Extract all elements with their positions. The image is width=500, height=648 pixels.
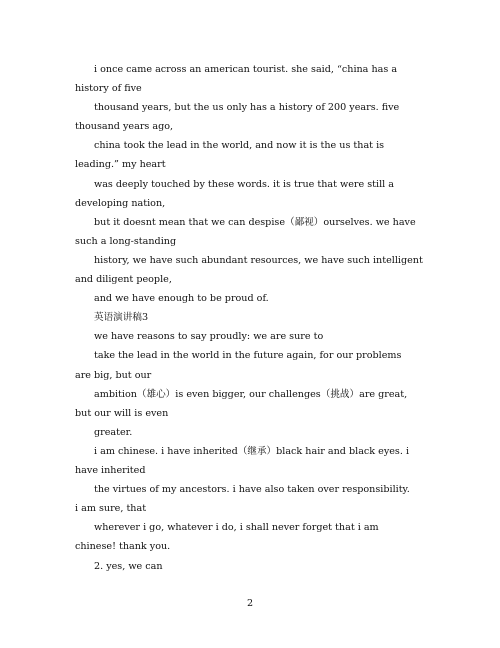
text-line: leading.” my heart [75, 159, 166, 170]
list-item-heading: 2. yes, we can [94, 561, 163, 572]
text-line: thousand years ago, [75, 121, 174, 132]
text-line: we have reasons to say proudly: we are sure to [94, 331, 324, 342]
text-line: i once came across an american tourist. she said, “china has a [94, 64, 398, 75]
text-line: thousand years, but the us only has a history of 200 years. five [94, 102, 400, 113]
page-number: 2 [246, 598, 254, 609]
text-line: history, we have such abundant resources, we have such intelligent [94, 255, 423, 266]
text-line: the virtues of my ancestors. i have also taken over responsibility. [94, 484, 410, 495]
text-line: ambition（雄心）is even bigger, our challenges（挑战）are great, [94, 389, 408, 400]
text-line: wherever i go, whatever i do, i shall never forget that i am [94, 522, 379, 533]
text-line: chinese! thank you. [75, 541, 171, 552]
text-line: i am chinese. i have inherited（继承）black hair and black eyes. i [94, 446, 410, 457]
text-line: and diligent people, [75, 274, 172, 285]
text-line: but our will is even [75, 408, 169, 419]
text-line: take the lead in the world in the future again, for our problems [94, 350, 402, 361]
text-line: such a long-standing [75, 236, 177, 247]
text-line: are big, but our [75, 370, 152, 381]
text-line: and we have enough to be proud of. [94, 293, 269, 304]
text-line: history of five [75, 83, 142, 94]
text-line: greater. [94, 427, 133, 438]
text-line: was deeply touched by these words. it is true that were still a [94, 179, 394, 190]
text-line: china took the lead in the world, and now it is the us that is [94, 140, 385, 151]
section-heading: 英语演讲稿3 [94, 312, 149, 323]
text-line: have inherited [75, 465, 146, 476]
text-line: developing nation, [75, 198, 166, 209]
text-line: i am sure, that [75, 503, 147, 514]
text-line: but it doesnt mean that we can despise（鄙视）ourselves. we have [94, 217, 416, 228]
